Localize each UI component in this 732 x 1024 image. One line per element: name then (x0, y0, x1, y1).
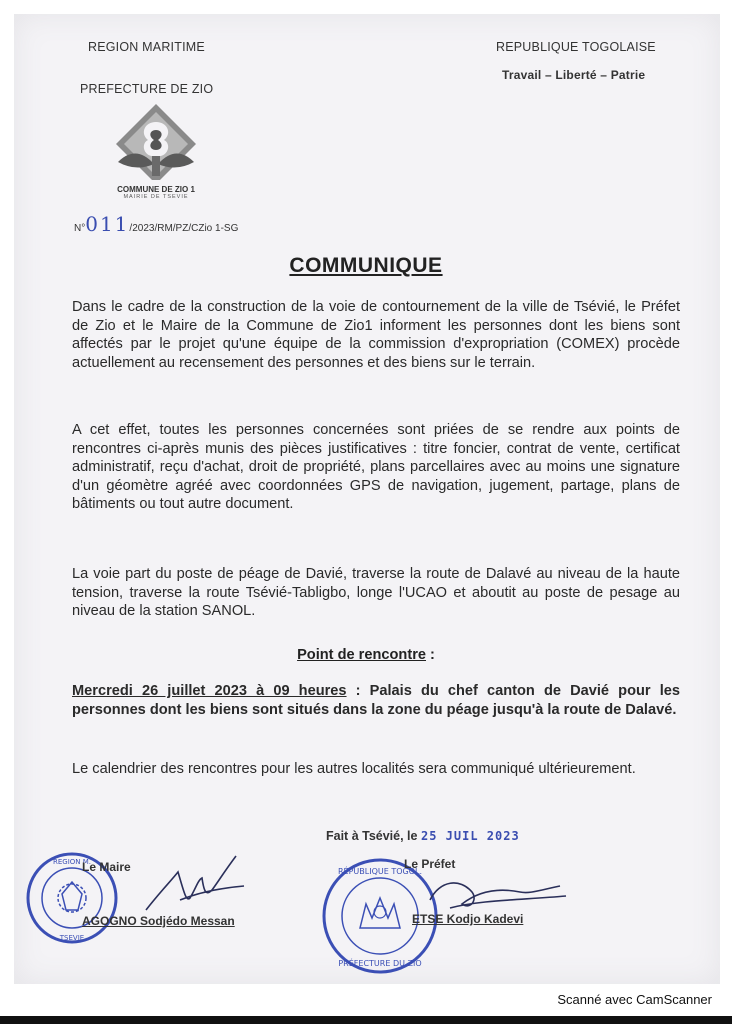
paragraph-closing: Le calendrier des rencontres pour les autres localités sera communiqué ultérieurement. (72, 761, 636, 777)
commune-logo (96, 100, 216, 200)
bottom-bar (0, 1016, 732, 1024)
mayor-title: Le Maire (82, 860, 131, 874)
prefect-name: ETSE Kodjo Kadevi (412, 912, 524, 926)
prefect-title: Le Préfet (404, 857, 456, 871)
scanner-watermark: Scanné avec CamScanner (557, 992, 712, 1007)
mayor-signature-icon (140, 852, 250, 922)
region-label: REGION MARITIME (88, 40, 205, 54)
document-title: COMMUNIQUE (289, 254, 443, 277)
meeting-heading-colon: : (426, 647, 435, 663)
meeting-heading-text: Point de rencontre (297, 647, 426, 663)
reference-number (74, 212, 238, 236)
svg-text:REGION M.: REGION M. (52, 858, 92, 866)
meeting-details (72, 682, 680, 719)
logo-caption: COMMUNE DE ZIO 1 (117, 185, 195, 194)
svg-text:RÉPUBLIQUE TOGOL.: RÉPUBLIQUE TOGOL. (337, 867, 423, 876)
republic-label: REPUBLIQUE TOGOLAISE (496, 40, 656, 54)
meeting-location: : Palais du chef canton de Davié pour les personnes dont les biens sont situés dans la zone du péage jusqu'à la route de Dalavé. (72, 683, 680, 718)
paragraph-route: La voie part du poste de péage de Davié, traverse la route de Dalavé au niveau de la haute tension, traverse la route Tsévié-Tabligbo, longe l'UCAO et aboutit au poste de pesage au niveau de la station SANOL. (72, 566, 680, 620)
date-stamp: 25 JUIL 2023 (420, 829, 520, 843)
meeting-heading (0, 647, 732, 663)
paragraph-intro: Dans le cadre de la construction de la voie de contournement de la ville de Tsévié, le Préfet de Zio et le Maire de la Commune de Zio1 informent les personnes dont les biens sont affectés par le projet qu'une équipe de la commission d'expropriation (COMEX) procède actuellement au recensement des personnes et des biens sur le terrain. (72, 299, 680, 371)
reference-handwritten-number: 011 (85, 212, 130, 236)
place-and-date (326, 829, 520, 843)
mayor-name: AGOGNO Sodjédo Messan (82, 914, 235, 928)
reference-suffix: /2023/RM/PZ/CZio 1-SG (129, 223, 239, 234)
svg-text:PRÉFECTURE DU ZIO: PRÉFECTURE DU ZIO (338, 959, 422, 968)
commune-de-zio-logo-icon (96, 100, 216, 180)
reference-prefix: N° (74, 223, 86, 234)
paragraph-documents: A cet effet, toutes les personnes concernées sont priées de se rendre aux points de rencontres ci-après munis des pièces justificatives : titre foncier, contrat de vente, certificat administratif, reçu d'achat, droit de propriété, plans parcellaires avec au moins une signature d'un géomètre agréé avec coordonnées GPS de navigation, jugement, partage, plans de bâtiments ou tout autre document. (72, 422, 680, 513)
logo-subcaption: MAIRIE DE TSEVIE (123, 194, 189, 200)
motto-label: Travail – Liberté – Patrie (502, 68, 646, 82)
prefecture-label: PREFECTURE DE ZIO (80, 82, 214, 96)
place-label: Fait à Tsévié, le (326, 829, 418, 843)
svg-text:TSEVIE: TSEVIE (59, 934, 85, 942)
meeting-date: Mercredi 26 juillet 2023 à 09 heures (72, 683, 347, 699)
